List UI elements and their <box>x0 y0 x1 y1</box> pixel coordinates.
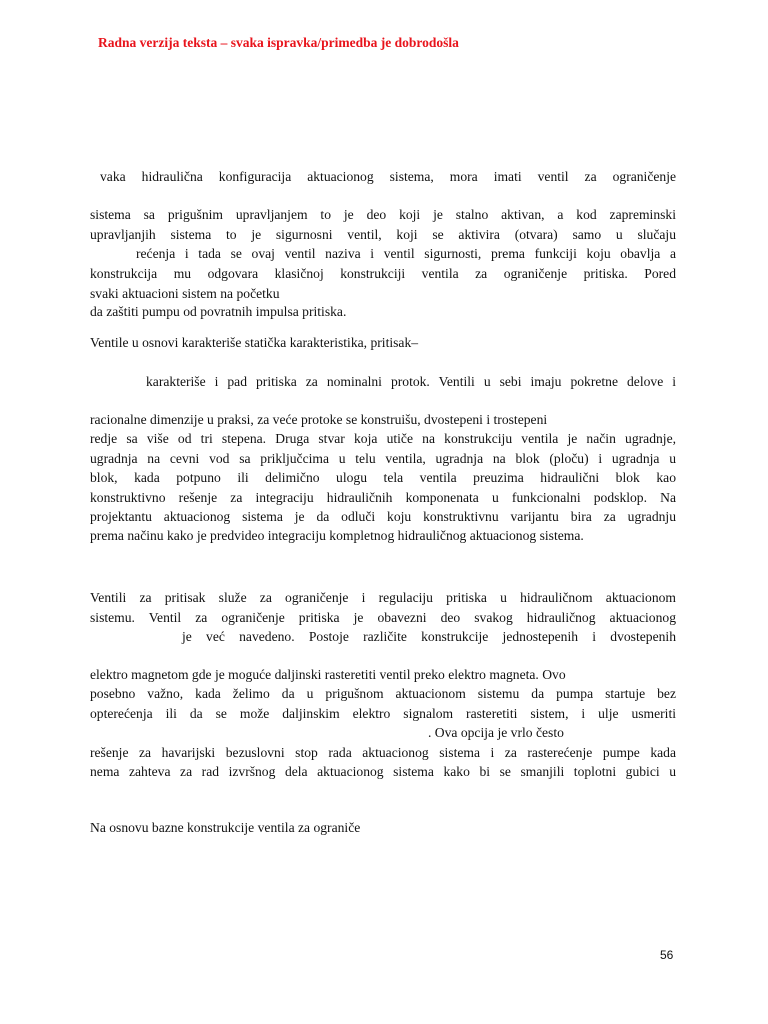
text-line: rećenja i tada se ovaj ventil naziva i ventil sigurnosti, prema funkciji koju obavlja a <box>136 246 676 261</box>
text-line: Ventili za pritisak služe za ograničenje i regulaciju pritiska u hidrauličnom aktuacionom <box>90 590 676 605</box>
text-line: Ventile u osnovi karakteriše statička karakteristika, pritisak– <box>90 335 419 350</box>
text-line: elektro magnetom gde je moguće daljinski rasteretiti ventil preko elektro magneta. Ovo <box>90 667 566 682</box>
text-line: prema načinu kako je predvideo integraciju kompletnog hidrauličnog aktuacionog sistema. <box>90 528 584 543</box>
text-line: ugradnja na cevni vod sa priključcima u telu ventila, ugradnja na blok (ploču) i ugradnja u <box>90 451 676 466</box>
text-line: Na osnovu bazne konstrukcije ventila za ograniče <box>90 820 361 835</box>
draft-notice-header: Radna verzija teksta – svaka ispravka/primedba je dobrodošla <box>98 35 459 50</box>
text-line: opterećenja ili da se može daljinskim elektro signalom rasteretiti sistem, i ulje usmeriti <box>90 706 676 721</box>
text-line: redje sa više od tri stepena. Druga stvar koja utiče na konstrukciju ventila je način ugradnje, <box>90 431 676 446</box>
text-line: konstrukcija mu odgovara klasičnoj konstrukciji ventila za ograničenje pritiska. Pored <box>90 266 676 281</box>
text-line: posebno važno, kada želimo da u prigušnom aktuacionom sistemu da pumpa startuje bez <box>90 686 676 701</box>
text-line: da zaštiti pumpu od povratnih impulsa pritiska. <box>90 304 347 319</box>
page-number: 56 <box>660 948 674 962</box>
text-line: projektantu aktuacionog sistema je da odluči koju konstruktivnu varijantu bira za ugradnju <box>90 509 676 524</box>
text-line: sistemu. Ventil za ograničenje pritiska je obavezni deo svakog hidrauličnog aktuacionog <box>90 610 676 625</box>
text-line: racionalne dimenzije u praksi, za veće protoke se konstruišu, dvostepeni i trostepeni <box>90 412 548 427</box>
text-line: blok, kada potpuno ili delimično ulogu tela ventila preuzima hidraulični blok kao <box>90 470 676 485</box>
text-line: karakteriše i pad pritiska za nominalni protok. Ventili u sebi imaju pokretne delove i <box>146 374 676 389</box>
text-line: upravljanjih sistema to je sigurnosni ventil, koji se aktivira (otvara) samo u slučaju <box>90 227 676 242</box>
text-line: rešenje za havarijski bezuslovni stop rada aktuacionog sistema i za rasterećenje pumpe kada <box>90 745 676 760</box>
text-line: je već navedeno. Postoje različite konstrukcije jednostepenih i dvostepenih <box>182 629 676 644</box>
text-line: . Ova opcija je vrlo često <box>428 725 564 740</box>
text-line: vaka hidraulična konfiguracija aktuacionog sistema, mora imati ventil za ograničenje <box>100 169 676 184</box>
text-line: svaki aktuacioni sistem na početku <box>90 286 280 301</box>
text-line: konstruktivno rešenje za integraciju hidrauličnih komponenata u funkcionalni podsklop. Na <box>90 490 676 505</box>
text-line: sistema sa prigušnim upravljanjem to je deo koji je stalno aktivan, a kod zapreminski <box>90 207 676 222</box>
text-line: nema zahteva za rad izvršnog dela aktuacionog sistema kako bi se smanjili toplotni gubici u <box>90 764 676 779</box>
